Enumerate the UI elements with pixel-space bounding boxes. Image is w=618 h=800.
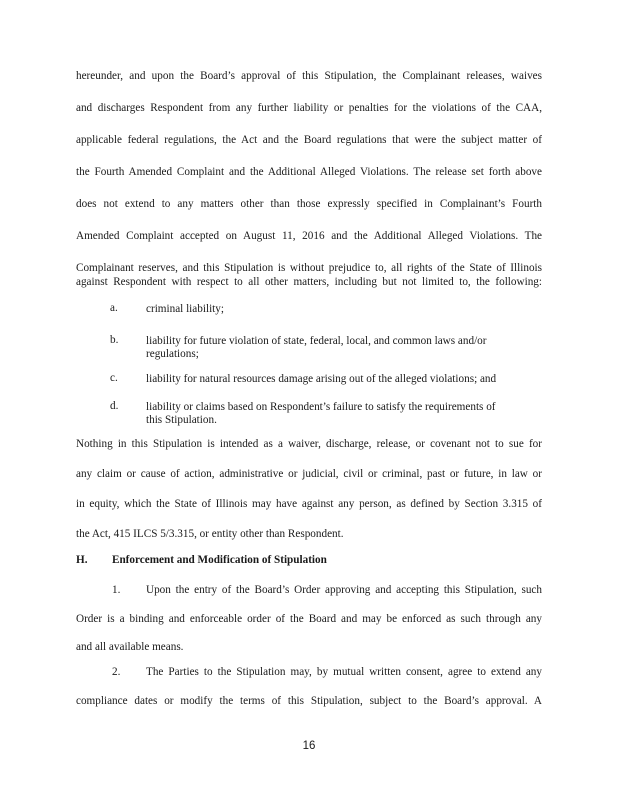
paragraph-line: Order is a binding and enforceable order of the Board and may be enforced as such through any	[76, 613, 542, 625]
paragraph-line: Amended Complaint accepted on August 11, 2016 and the Additional Alleged Violations. The	[76, 230, 542, 242]
list-item-text: this Stipulation.	[146, 414, 217, 426]
list-item-text: liability for future violation of state, federal, local, and common laws and/or	[146, 335, 487, 347]
paragraph-line: the Fourth Amended Complaint and the Additional Alleged Violations. The release set forth above	[76, 166, 542, 178]
paragraph-line: in equity, which the State of Illinois may have against any person, as defined by Section 3.315 of	[76, 498, 542, 510]
paragraph-line: against Respondent with respect to all other matters, including but not limited to, the following:	[76, 276, 542, 288]
paragraph-line: and all available means.	[76, 641, 184, 653]
clause-first-line: The Parties to the Stipulation may, by mutual written consent, agree to extend any	[146, 666, 542, 678]
list-item-letter: c.	[110, 372, 118, 384]
paragraph-line: compliance dates or modify the terms of this Stipulation, subject to the Board’s approval. A	[76, 695, 542, 707]
list-item-text: criminal liability;	[146, 303, 224, 315]
section-number: H.	[76, 554, 88, 566]
clause-number: 1.	[112, 584, 121, 596]
paragraph-line: and discharges Respondent from any further liability or penalties for the violations of the CAA,	[76, 102, 542, 114]
paragraph-line: any claim or cause of action, administrative or judicial, civil or criminal, past or future, in law or	[76, 468, 542, 480]
paragraph-line: the Act, 415 ILCS 5/3.315, or entity other than Respondent.	[76, 528, 344, 540]
clause-number: 2.	[112, 666, 121, 678]
clause-first-line: Upon the entry of the Board’s Order approving and accepting this Stipulation, such	[146, 584, 542, 596]
paragraph-line: applicable federal regulations, the Act and the Board regulations that were the subject matter of	[76, 134, 542, 146]
list-item-letter: a.	[110, 302, 118, 314]
paragraph-line: hereunder, and upon the Board’s approval of this Stipulation, the Complainant releases, waives	[76, 70, 542, 82]
paragraph-line: Complainant reserves, and this Stipulation is without prejudice to, all rights of the State of Illinois	[76, 262, 542, 274]
page-number: 16	[302, 740, 316, 752]
list-item-text: regulations;	[146, 348, 199, 360]
list-item-text: liability or claims based on Respondent’s failure to satisfy the requirements of	[146, 401, 496, 413]
list-item-letter: d.	[110, 400, 119, 412]
paragraph-line: Nothing in this Stipulation is intended as a waiver, discharge, release, or covenant not to sue for	[76, 438, 542, 450]
list-item-letter: b.	[110, 334, 119, 346]
list-item-text: liability for natural resources damage arising out of the alleged violations; and	[146, 373, 497, 385]
section-title: Enforcement and Modification of Stipulation	[112, 554, 327, 566]
paragraph-line: does not extend to any matters other than those expressly specified in Complainant’s Fourth	[76, 198, 542, 210]
